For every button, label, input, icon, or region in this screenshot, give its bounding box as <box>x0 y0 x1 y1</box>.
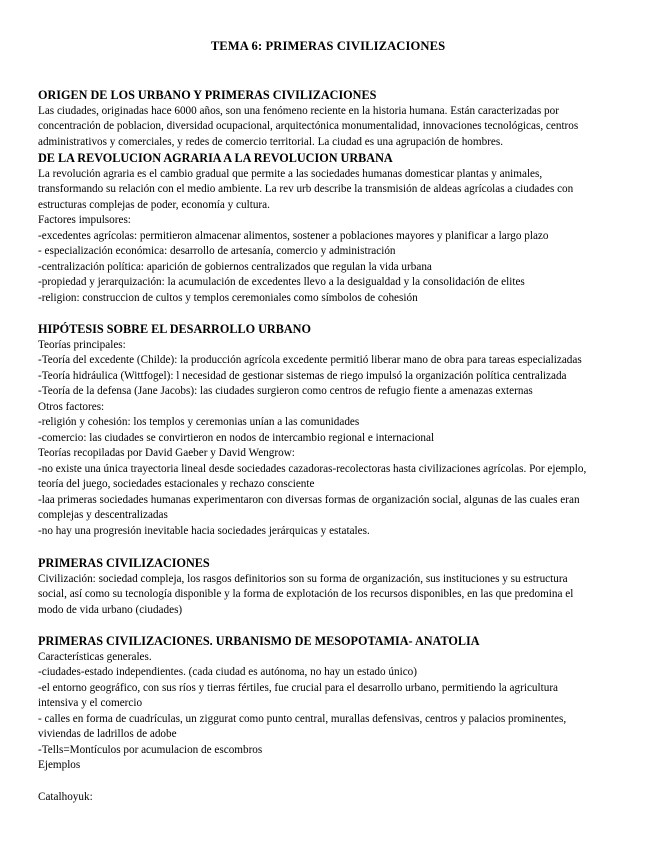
section-origen <box>38 88 618 150</box>
paragraph-line: Catalhoyuk: <box>38 791 93 803</box>
section-hipotesis <box>38 322 618 539</box>
list-item: -excedentes agrícolas: permitieron almacenar alimentos, sostener a poblaciones mayores y planificar a largo plazo <box>38 229 549 242</box>
example-catalhoyuk <box>38 790 618 806</box>
paragraph-line: complejas y descentralizadas <box>38 509 168 521</box>
section-heading: HIPÓTESIS SOBRE EL DESARROLLO URBANO <box>38 322 311 336</box>
list-item: -Teoría hidráulica (Wittfogel): l necesidad de gestionar sistemas de riego impulsó la organización política centralizada <box>38 369 567 382</box>
list-item: - especialización económica: desarrollo de artesanía, comercio y administración <box>38 245 396 257</box>
paragraph-line: transformando su relación con el medio ambiente. La rev urb describe la transmisión de aldeas agrícolas a ciudades con <box>38 183 574 195</box>
section-heading: PRIMERAS CIVILIZACIONES. URBANISMO DE MESOPOTAMIA- ANATOLIA <box>38 634 480 648</box>
paragraph-line: La revolución agraria es el cambio gradual que permite a las sociedades humanas domesticar plantas y animales, <box>38 167 543 180</box>
list-item: -religión y cohesión: los templos y ceremonias unían a las comunidades <box>38 416 360 428</box>
paragraph-line: Otros factores: <box>38 400 105 413</box>
list-item: -comercio: las ciudades se convirtieron en nodos de intercambio regional e internacional <box>38 431 435 444</box>
section-heading: ORIGEN DE LOS URBANO Y PRIMERAS CIVILIZACIONES <box>38 88 377 102</box>
list-item: -centralización política: aparición de gobiernos centralizados que regulan la vida urbana <box>38 260 432 273</box>
paragraph-line: estructuras complejas de poder, economía y cultura. <box>38 198 270 211</box>
paragraph-line: Las ciudades, originadas hace 6000 años, son una fenómeno reciente en la historia humana. Están caracterizadas por <box>38 104 559 117</box>
list-item: -no hay una progresión inevitable hacia sociedades jerárquicas y estatales. <box>38 524 370 537</box>
paragraph-line: modo de vida urbano (ciudades) <box>38 603 183 616</box>
list-item: -el entorno geográfico, con sus ríos y tierras fértiles, fue crucial para el desarrollo urbano, permitiendo la agricultura <box>38 681 559 694</box>
list-item: - calles en forma de cuadrículas, un ziggurat como punto central, murallas defensivas, centros y palacios prominentes, <box>38 712 567 725</box>
section-mesopotamia <box>38 634 618 774</box>
paragraph-line: Factores impulsores: <box>38 214 131 226</box>
paragraph-line: concentración de poblacion, diversidad ocupacional, arquitectónica monumentalidad, innovaciones tecnológicas, centros <box>38 120 579 132</box>
paragraph-line: Características generales. <box>38 650 152 663</box>
section-civilizaciones <box>38 556 618 618</box>
list-item: -no existe una única trayectoria lineal desde sociedades cazadoras-recolectoras hasta civilizaciones agrícolas. Por ejemplo, <box>38 462 587 475</box>
section-heading: DE LA REVOLUCION AGRARIA A LA REVOLUCION URBANA <box>38 151 393 165</box>
list-item: -ciudades-estado independientes. (cada ciudad es autónoma, no hay un estado único) <box>38 666 417 678</box>
list-item: -propiedad y jerarquización: la acumulación de excedentes llevo a la desigualdad y la consolidación de elites <box>38 276 525 288</box>
paragraph-line: social, así como su tecnología disponible y la forma de explotación de los recursos disponibles, en las que predomina el <box>38 588 574 600</box>
list-item: -Teoría de la defensa (Jane Jacobs): las ciudades surgieron como centros de refugio fiente a amenazas externas <box>38 385 533 397</box>
paragraph-line: administrativos y comerciales, y redes de comercio territorial. La ciudad es una agrupación de hombres. <box>38 135 504 148</box>
paragraph-line: Teorías recopiladas por David Gaeber y David Wengrow: <box>38 447 295 459</box>
section-heading: PRIMERAS CIVILIZACIONES <box>38 556 210 570</box>
paragraph-line: Ejemplos <box>38 759 81 771</box>
paragraph-line: Civilización: sociedad compleja, los rasgos definitorios son su forma de organización, sus instituciones y su estructura <box>38 572 568 585</box>
paragraph-line: Teorías principales: <box>38 338 126 351</box>
page-title: TEMA 6: PRIMERAS CIVILIZACIONES <box>210 39 446 53</box>
list-item: -religion: construccion de cultos y templos ceremoniales como símbolos de cohesión <box>38 291 418 304</box>
paragraph-line: teoría del juego, sociedades estacionales y rechazo consciente <box>38 478 315 490</box>
section-revolucion <box>38 151 618 306</box>
paragraph-line: viviendas de ladrillos de adobe <box>38 728 177 740</box>
list-item: -laa primeras sociedades humanas experimentaron con diversas formas de organización social, algunas de las cuales eran <box>38 493 580 506</box>
list-item: -Teoría del excedente (Childe): la producción agrícola excedente permitió liberar mano de obra para tareas especializadas <box>38 354 582 366</box>
paragraph-line: intensiva y el comercio <box>38 697 143 709</box>
list-item: -Tells=Montículos por acumulacion de escombros <box>38 743 263 756</box>
